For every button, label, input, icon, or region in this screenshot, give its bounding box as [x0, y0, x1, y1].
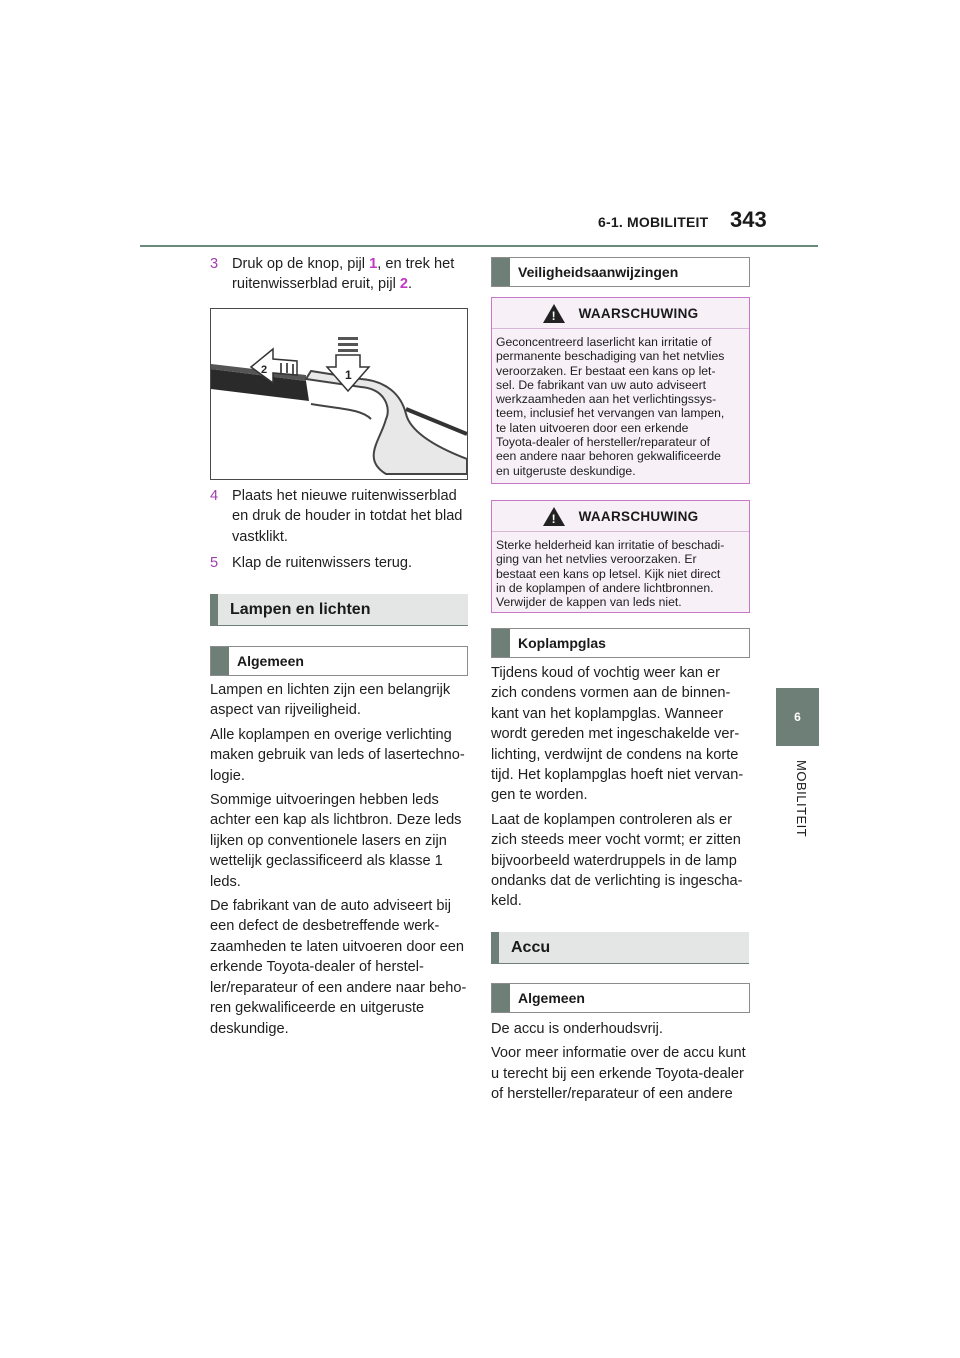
warning-triangle-icon: !	[543, 507, 565, 526]
paragraph: Lampen en lichten zijn een belangrijk aspect van rijveiligheid.	[210, 682, 451, 719]
lamps-text	[210, 680, 472, 1039]
warning-title: ! WAARSCHUWING	[492, 298, 749, 329]
arrow-label-2: 2	[399, 276, 409, 293]
subheading-headlamp-glass: Koplampglas	[491, 628, 750, 658]
battery-text	[491, 1019, 753, 1105]
headlamp-text	[491, 663, 753, 912]
warning-triangle-icon: !	[543, 304, 565, 323]
warning-box-laser	[491, 297, 750, 484]
page-number: 343	[730, 207, 767, 232]
paragraph: Sommige uitvoeringen hebben leds achter een kap als lichtbron. Deze leds lijken op conventionele lasers en zijn wettelijk geclassificeerd als klasse 1 leds.	[210, 792, 462, 890]
step-3: 3 Druk op de knop, pijl 1, en trek het ruitenwisserblad eruit, pijl 2.	[210, 254, 470, 295]
step-number: 3	[210, 256, 219, 272]
paragraph: Alle koplampen en overige verlichting maken gebruik van leds of lasertechno- logie.	[210, 726, 465, 784]
arrow-label-1: 1	[369, 256, 378, 272]
chapter-tab[interactable]	[776, 688, 819, 746]
warning-text: Sterke helderheid kan irritatie of beschadi- ging van het netvlies veroorzaken. Er bestaat een kans op letsel. Kijk niet direct in de koplampen of andere lichtbronnen. Verwijder de kappen van leds niet.	[496, 538, 725, 610]
step-5: 5 Klap de ruitenwissers terug.	[210, 555, 413, 571]
subheading-safety: Veiligheidsaanwijzingen	[491, 257, 750, 287]
warning-box-brightness	[491, 500, 750, 613]
chapter-label: MOBILITEIT	[794, 760, 809, 838]
warning-title: ! WAARSCHUWING	[492, 501, 749, 532]
heading-battery: Accu	[491, 932, 749, 964]
step-4: 4 Plaats het nieuwe ruitenwisserblad en druk de houder in totdat het blad vastklikt.	[210, 488, 463, 545]
paragraph: De fabrikant van de auto adviseert bij een defect de desbetreffende werk- zaamheden te laten uitvoeren door een erkende Toyota-dealer of herstel- ler/reparateur of een andere naar beho- ren gekwalificeerde en uitgeruste deskundige.	[210, 898, 467, 1037]
chapter-number: 6	[794, 710, 801, 724]
subheading-general-battery: Algemeen	[491, 983, 750, 1013]
warning-text: Geconcentreerd laserlicht kan irritatie of permanente beschadiging van het netvlies veroorzaken. Er bestaat een kans op let- sel. De fabrikant van uw auto adviseert werkzaamheden aan het verlichtingssys- teem, inclusief het vervangen van lampen, te laten uitvoeren door een erkende Toyota-dealer of hersteller/reparateur of een andere naar behoren gekwalificeerde en uitgeruste deskundige.	[496, 335, 725, 478]
paragraph: Tijdens koud of vochtig weer kan er zich condens vormen aan de binnen- kant van het koplampglas. Wanneer wordt gereden met ingeschakelde ver- lichting, verdwijnt de condens na korte tijd. Het koplampglas hoeft niet vervan- gen te worden.	[491, 665, 744, 804]
paragraph: Voor meer informatie over de accu kunt u terecht bij een erkende Toyota-dealer of hersteller/reparateur of een andere	[491, 1045, 746, 1103]
subheading-general: Algemeen	[210, 646, 468, 676]
header-rule	[140, 245, 818, 247]
figure-label-2: 2	[261, 364, 268, 376]
wiper-blade-figure	[210, 308, 468, 480]
paragraph: Laat de koplampen controleren als er zich steeds meer vocht vormt; er zitten bijvoorbeeld waterdruppels in de lamp ondanks dat de verlichting is ingescha- keld.	[491, 811, 743, 910]
paragraph: De accu is onderhoudsvrij.	[491, 1021, 663, 1037]
section-label: 6-1. MOBILITEIT	[598, 214, 709, 230]
wiper-illustration	[211, 309, 467, 479]
heading-lamps: Lampen en lichten	[210, 594, 468, 626]
figure-label-1: 1	[345, 368, 352, 382]
